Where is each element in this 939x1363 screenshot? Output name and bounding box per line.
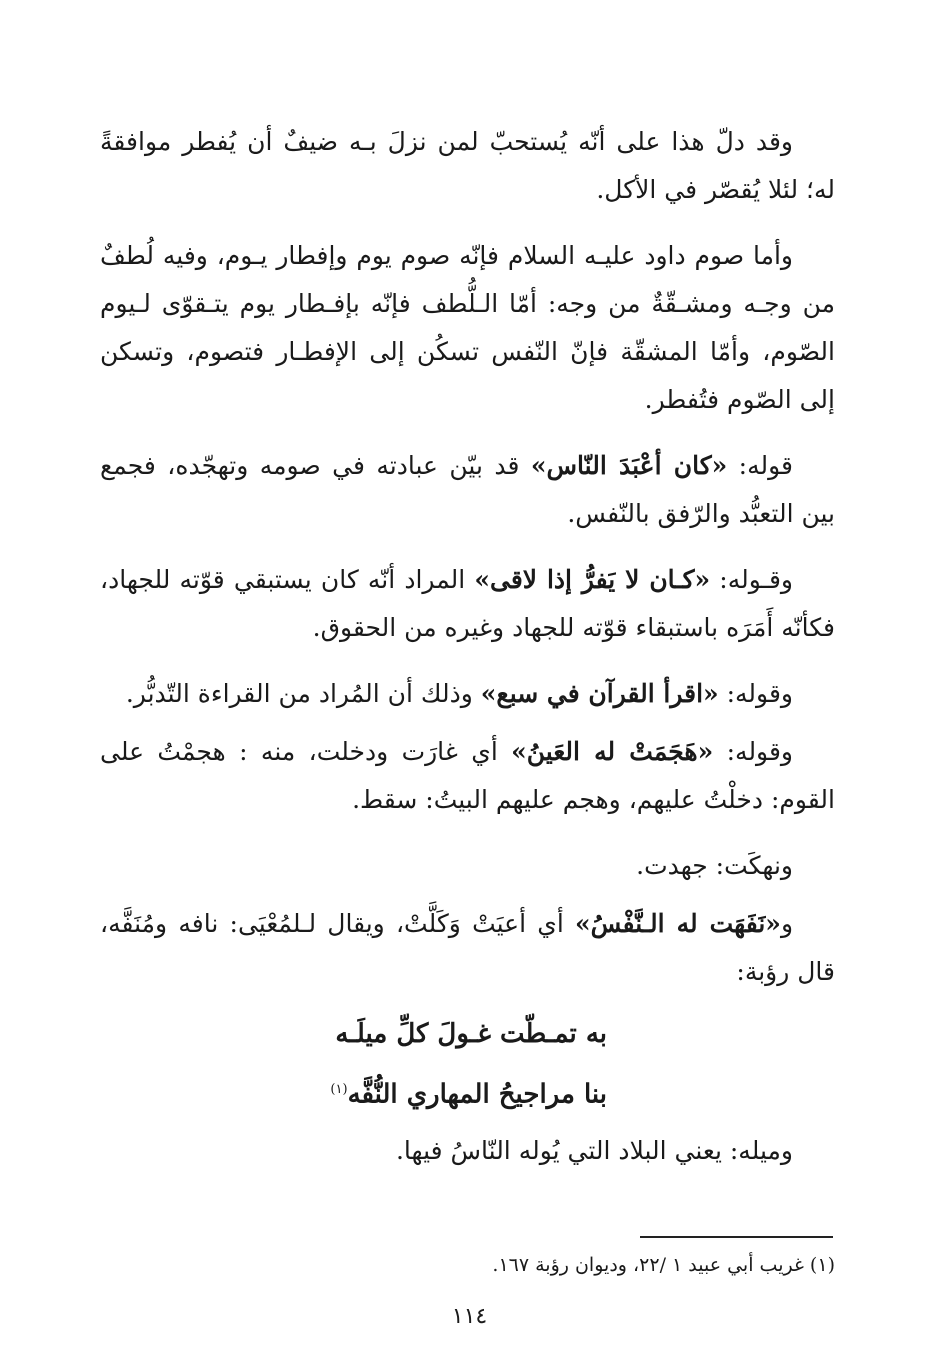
paragraph-lead: وقوله:: [713, 737, 793, 766]
paragraph-text: وأما صوم داود عليـه السلام فإنّه صوم يوم وإفطار يـوم، وفيه لُطفٌ من وجـه ومشـقّةٌ من وجه: أمّا الـلُّطف فإنّه بإفـطار يوم يتـقوّى لـيوم الصّوم، وأمّا المشقّة فإنّ النّفس تسكُن إلى الإفطـار فتصوم، وتسكن إلى الصّوم فتُفطر.: [100, 241, 835, 414]
paragraph-lead: و: [780, 909, 794, 938]
main-text: [100, 118, 835, 1185]
paragraph-iqra: [100, 670, 835, 718]
verse-line-2: [100, 1062, 607, 1123]
quoted-phrase: «كـان لا يَفرُّ إذا لاقى»: [474, 565, 711, 594]
paragraph-text: ونهكَت: جهدت.: [636, 851, 793, 880]
paragraph-rest: أي غارَت ودخلت، منه : هجمْتُ على القوم: دخلْتُ عليهم، وهجم عليهم البيتُ: سقط.: [100, 737, 835, 814]
paragraph-nafahat: [100, 900, 835, 996]
paragraph-mayluh: [100, 1127, 835, 1175]
quoted-phrase: «نَفَهَت له الـنَّفْسُ»: [575, 909, 781, 938]
paragraph-dawud-fasting: [100, 232, 835, 424]
paragraph-abad-alnas: [100, 442, 835, 538]
paragraph-la-yafir: [100, 556, 835, 652]
paragraph-hajamat: [100, 728, 835, 824]
poetry-verse: [100, 1006, 835, 1123]
verse-line-2-text: بنا مراجيحُ المهاري النُّفَّه: [347, 1079, 607, 1110]
footnote-reference: (١): [330, 1082, 348, 1097]
paragraph-lead: وقـوله:: [710, 565, 794, 594]
paragraph-rest: أي أعيَتْ وَكَلَّتْ، ويقال لـلمُعْيَى: نافه ومُنَفَّه، قال رؤبة:: [100, 909, 835, 986]
footnote-divider: [640, 1236, 833, 1238]
quoted-phrase: «اقرأ القرآن في سبع»: [480, 679, 719, 708]
paragraph-rest: وذلك أن المُراد من القراءة التّدبُّر.: [125, 679, 481, 708]
paragraph-rest: قد بيّن عبادته في صومه وتهجّده، فجمع بين التعبُّد والرّفق بالنّفس.: [100, 451, 835, 528]
paragraph-text: وميله: يعني البلاد التي يُوله النّاسُ فيها.: [395, 1135, 793, 1165]
paragraph-text: وقد دلّ هذا على أنّه يُستحبّ لمن نزلَ بـه ضيفٌ أن يُفطر موافقةً له؛ لئلا يُقصّر في الأكل.: [100, 127, 835, 204]
footnote: (١) غريب أبي عبيد ١ /٢٢، وديوان رؤبة ١٦٧.: [492, 1254, 835, 1276]
paragraph-guest-fasting: [100, 118, 835, 214]
paragraph-lead: وقوله:: [718, 679, 793, 708]
page-number: ١١٤: [451, 1304, 488, 1329]
verse-line-1: به تمـطّت غـولَ كلِّ ميلَـه: [335, 1019, 607, 1049]
quoted-phrase: «هَجَمَتْ له العَينُ»: [511, 737, 714, 766]
paragraph-nahakat: [100, 842, 835, 890]
paragraph-lead: قوله:: [727, 451, 793, 480]
quoted-phrase: «كان أعْبَدَ النّاس»: [530, 451, 728, 480]
paragraph-rest: المراد أنّه كان يستبقي قوّته للجهاد، فكأنّه أَمَرَه باستبقاء قوّته للجهاد وغيره من الحقوق.: [100, 565, 835, 642]
